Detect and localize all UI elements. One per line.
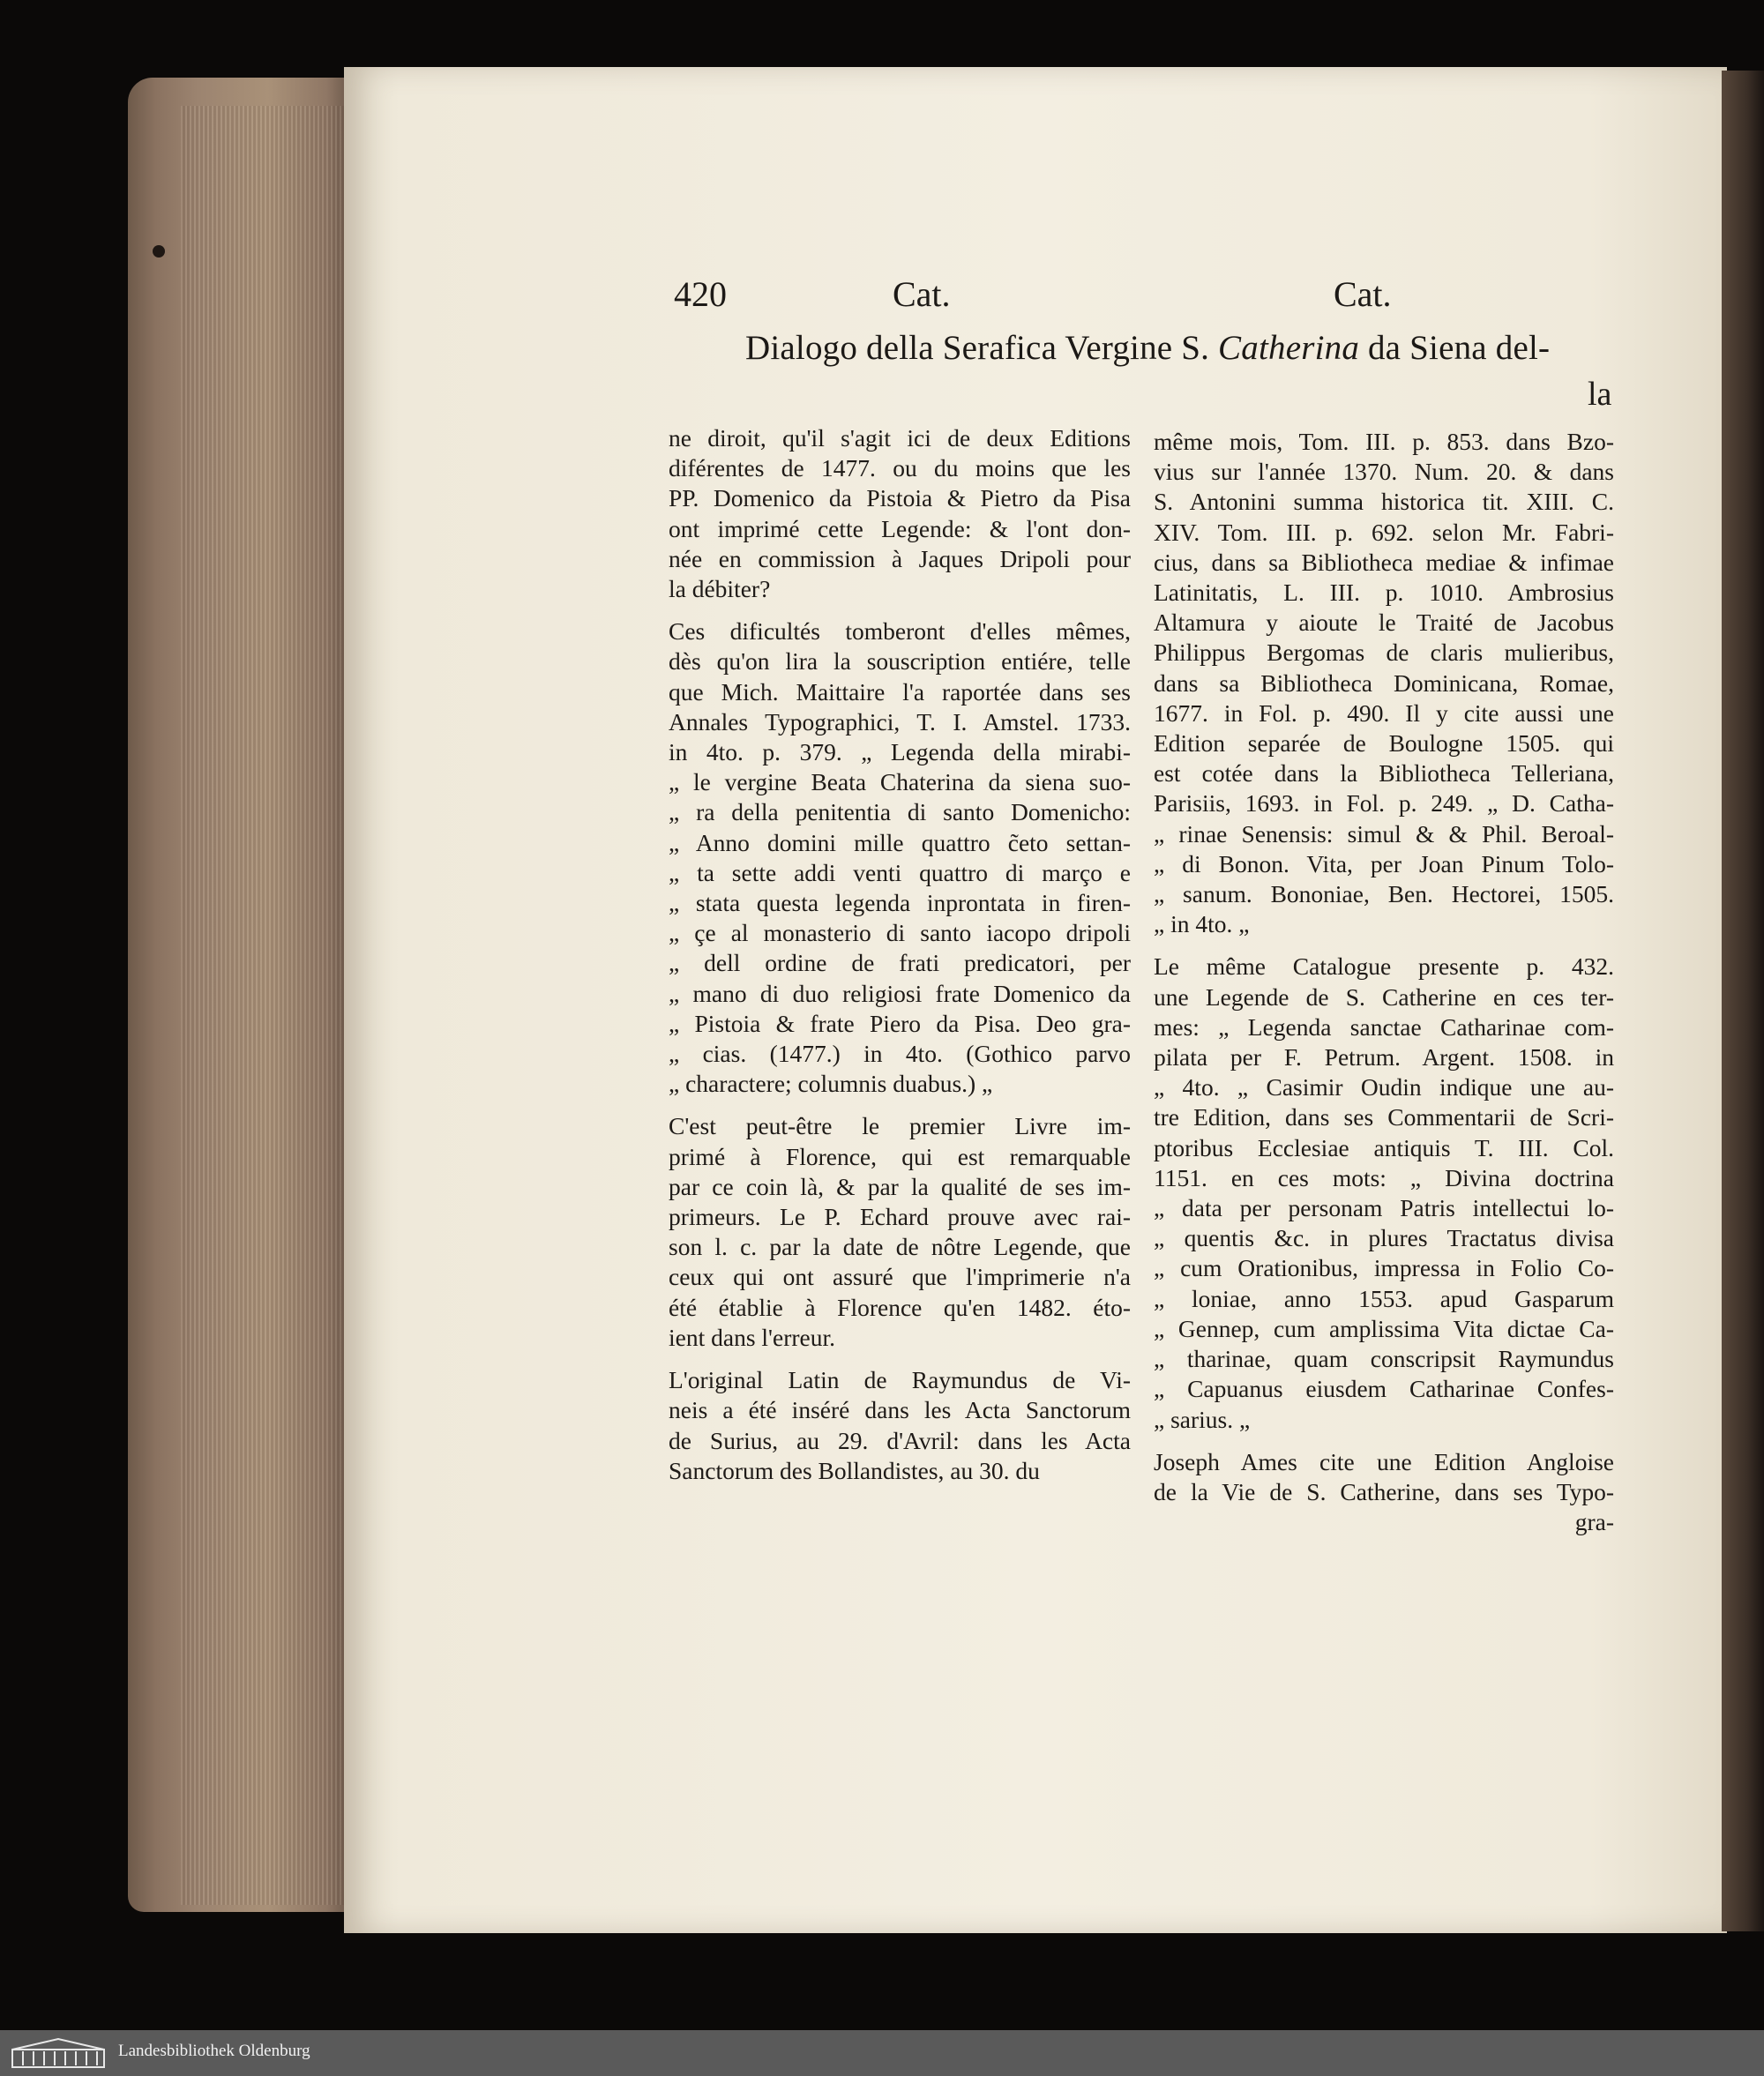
title-pre: Dialogo della Serafica Vergine S. bbox=[745, 329, 1210, 367]
text-line: pilata per F. Petrum. Argent. 1508. in bbox=[1154, 1043, 1614, 1072]
text-line: „ loniae, anno 1553. apud Gasparum bbox=[1154, 1284, 1614, 1312]
text-line: „ ta sette addi venti quattro di março e bbox=[669, 858, 1131, 886]
text-line: primeurs. Le P. Echard prouve avec rai- bbox=[669, 1203, 1131, 1231]
text-line: „ le vergine Beata Chaterina da siena suo- bbox=[669, 768, 1131, 796]
page-number: 420 bbox=[674, 274, 727, 314]
page-edges bbox=[181, 106, 348, 1905]
text-line: diférentes de 1477. ou du moins que les bbox=[669, 454, 1131, 482]
title-continuation: la bbox=[1588, 376, 1612, 413]
text-line: une Legende de S. Catherine en ces ter- bbox=[1154, 982, 1614, 1011]
running-head-left: Cat. bbox=[893, 274, 951, 314]
text-line: „ sanum. Bononiae, Ben. Hectorei, 1505. bbox=[1154, 880, 1614, 908]
footer-bar bbox=[0, 2030, 1764, 2076]
text-line: mes: „ Legenda sanctae Catharinae com- bbox=[1154, 1012, 1614, 1041]
text-line: de Surius, au 29. d'Avril: dans les Acta bbox=[669, 1426, 1131, 1454]
text-line: Joseph Ames cite une Edition Angloise bbox=[1154, 1447, 1614, 1475]
text-line: son l. c. par la date de nôtre Legende, que bbox=[669, 1233, 1131, 1261]
text-line: „ Capuanus eiusdem Catharinae Confes- bbox=[1154, 1375, 1614, 1403]
title-italic: Catherina bbox=[1218, 329, 1360, 367]
text-line: S. Antonini summa historica tit. XIII. C. bbox=[1154, 488, 1614, 516]
text-line: Ces dificultés tomberont d'elles mêmes, bbox=[669, 617, 1131, 646]
text-line: même mois, Tom. III. p. 853. dans Bzo- bbox=[1154, 428, 1614, 455]
text-line: „ charactere; columnis duabus.) „ bbox=[669, 1070, 993, 1098]
text-line: „ data per personam Patris intellectui lo- bbox=[1154, 1194, 1614, 1222]
text-line: 1677. in Fol. p. 490. Il y cite aussi une bbox=[1154, 698, 1614, 727]
text-line: dans sa Bibliotheca Dominicana, Romae, bbox=[1154, 668, 1614, 697]
text-line: la débiter? bbox=[669, 575, 771, 603]
text-line: gra- bbox=[1574, 1508, 1614, 1536]
text-line: XIV. Tom. III. p. 692. selon Mr. Fabri- bbox=[1154, 518, 1614, 546]
text-line: vius sur l'année 1370. Num. 20. & dans bbox=[1154, 458, 1614, 486]
text-line: „ mano di duo religiosi frate Domenico da bbox=[669, 979, 1131, 1007]
text-line: „ 4to. „ Casimir Oudin indique une au- bbox=[1154, 1073, 1614, 1101]
text-line: dès qu'on lira la souscription entiére, telle bbox=[669, 647, 1131, 676]
text-line: née en commission à Jaques Dripoli pour bbox=[669, 544, 1131, 572]
text-line: Altamura y aioute le Traité de Jacobus bbox=[1154, 609, 1614, 637]
footer-library-name: Landesbibliothek Oldenburg bbox=[118, 2042, 310, 2060]
text-line: par ce coin là, & par la qualité de ses im- bbox=[669, 1172, 1131, 1200]
text-line: „ tharinae, quam conscripsit Raymundus bbox=[1154, 1345, 1614, 1373]
text-line: „ cias. (1477.) in 4to. (Gothico parvo bbox=[669, 1040, 1131, 1068]
running-head-right: Cat. bbox=[1334, 274, 1392, 314]
text-line: Annales Typographici, T. I. Amstel. 1733. bbox=[669, 707, 1131, 736]
text-line: Sanctorum des Bollandistes, au 30. du bbox=[669, 1456, 1040, 1484]
text-line: „ sarius. „ bbox=[1154, 1405, 1251, 1433]
paragraph bbox=[669, 616, 1131, 1099]
text-line: „ cum Orationibus, impressa in Folio Co- bbox=[1154, 1254, 1614, 1282]
title-post: da Siena del- bbox=[1367, 329, 1551, 367]
text-line: Latinitatis, L. III. p. 1010. Ambrosius bbox=[1154, 579, 1614, 607]
text-line: „ stata questa legenda inprontata in firen- bbox=[669, 889, 1131, 917]
text-line: „ dell ordine de frati predicatori, per bbox=[669, 949, 1131, 977]
left-text-column bbox=[669, 423, 1131, 1498]
text-line: ne diroit, qu'il s'agit ici de deux Editions bbox=[669, 424, 1131, 452]
text-line: cius, dans sa Bibliotheca mediae & infimae bbox=[1154, 548, 1614, 576]
text-line: „ quentis &c. in plures Tractatus divisa bbox=[1154, 1224, 1614, 1252]
paragraph bbox=[669, 423, 1131, 604]
text-line: primé à Florence, qui est remarquable bbox=[669, 1142, 1131, 1170]
text-line: C'est peut-être le premier Livre im- bbox=[669, 1112, 1131, 1140]
text-line: est cotée dans la Bibliotheca Telleriana, bbox=[1154, 759, 1614, 788]
text-line: „ di Bonon. Vita, per Joan Pinum Tolo- bbox=[1154, 849, 1614, 877]
text-line: ptoribus Ecclesiae antiquis T. III. Col. bbox=[1154, 1133, 1614, 1161]
paragraph bbox=[1154, 427, 1614, 939]
paragraph bbox=[669, 1111, 1131, 1353]
text-line: „ rinae Senensis: simul & & Phil. Beroal- bbox=[1154, 819, 1614, 848]
text-line: Edition separée de Boulogne 1505. qui bbox=[1154, 729, 1614, 758]
text-line: „ çe al monasterio di santo iacopo dripoli bbox=[669, 919, 1131, 947]
text-line: „ Gennep, cum amplissima Vita dictae Ca- bbox=[1154, 1314, 1614, 1342]
text-line: 1151. en ces mots: „ Divina doctrina bbox=[1154, 1163, 1614, 1191]
text-line: „ Anno domini mille quattro c̃eto settan- bbox=[669, 828, 1131, 856]
text-line: Le même Catalogue presente p. 432. bbox=[1154, 952, 1614, 981]
entry-title bbox=[745, 328, 1627, 368]
paragraph bbox=[669, 1365, 1131, 1486]
right-text-column bbox=[1154, 427, 1614, 1550]
text-line: tre Edition, dans ses Commentarii de Scri- bbox=[1154, 1103, 1614, 1131]
text-line: PP. Domenico da Pistoia & Pietro da Pisa bbox=[669, 484, 1131, 512]
binding-hole bbox=[153, 245, 165, 258]
text-line: que Mich. Maittaire l'a raportée dans ses bbox=[669, 677, 1131, 706]
paragraph bbox=[1154, 952, 1614, 1434]
text-line: in 4to. p. 379. „ Legenda della mirabi- bbox=[669, 738, 1131, 766]
text-line: L'original Latin de Raymundus de Vi- bbox=[669, 1366, 1131, 1394]
text-line: ceux qui ont assuré que l'imprimerie n'a bbox=[669, 1263, 1131, 1291]
text-line: de la Vie de S. Catherine, dans ses Typo- bbox=[1154, 1477, 1614, 1505]
text-line: „ ra della penitentia di santo Domenicho: bbox=[669, 798, 1131, 826]
paragraph bbox=[1154, 1447, 1614, 1538]
right-page-edge bbox=[1722, 71, 1764, 1931]
text-line: ient dans l'erreur. bbox=[669, 1323, 835, 1351]
library-building-icon bbox=[11, 2037, 106, 2069]
text-line: ont imprimé cette Legende: & l'ont don- bbox=[669, 514, 1131, 542]
text-line: „ in 4to. „ bbox=[1154, 910, 1250, 938]
text-line: Parisiis, 1693. in Fol. p. 249. „ D. Catha- bbox=[1154, 789, 1614, 818]
text-line: été établie à Florence qu'en 1482. éto- bbox=[669, 1293, 1131, 1321]
text-line: „ Pistoia & frate Piero da Pisa. Deo gra- bbox=[669, 1009, 1131, 1037]
text-line: neis a été inséré dans les Acta Sanctorum bbox=[669, 1396, 1131, 1424]
text-line: Philippus Bergomas de claris mulieribus, bbox=[1154, 638, 1614, 667]
